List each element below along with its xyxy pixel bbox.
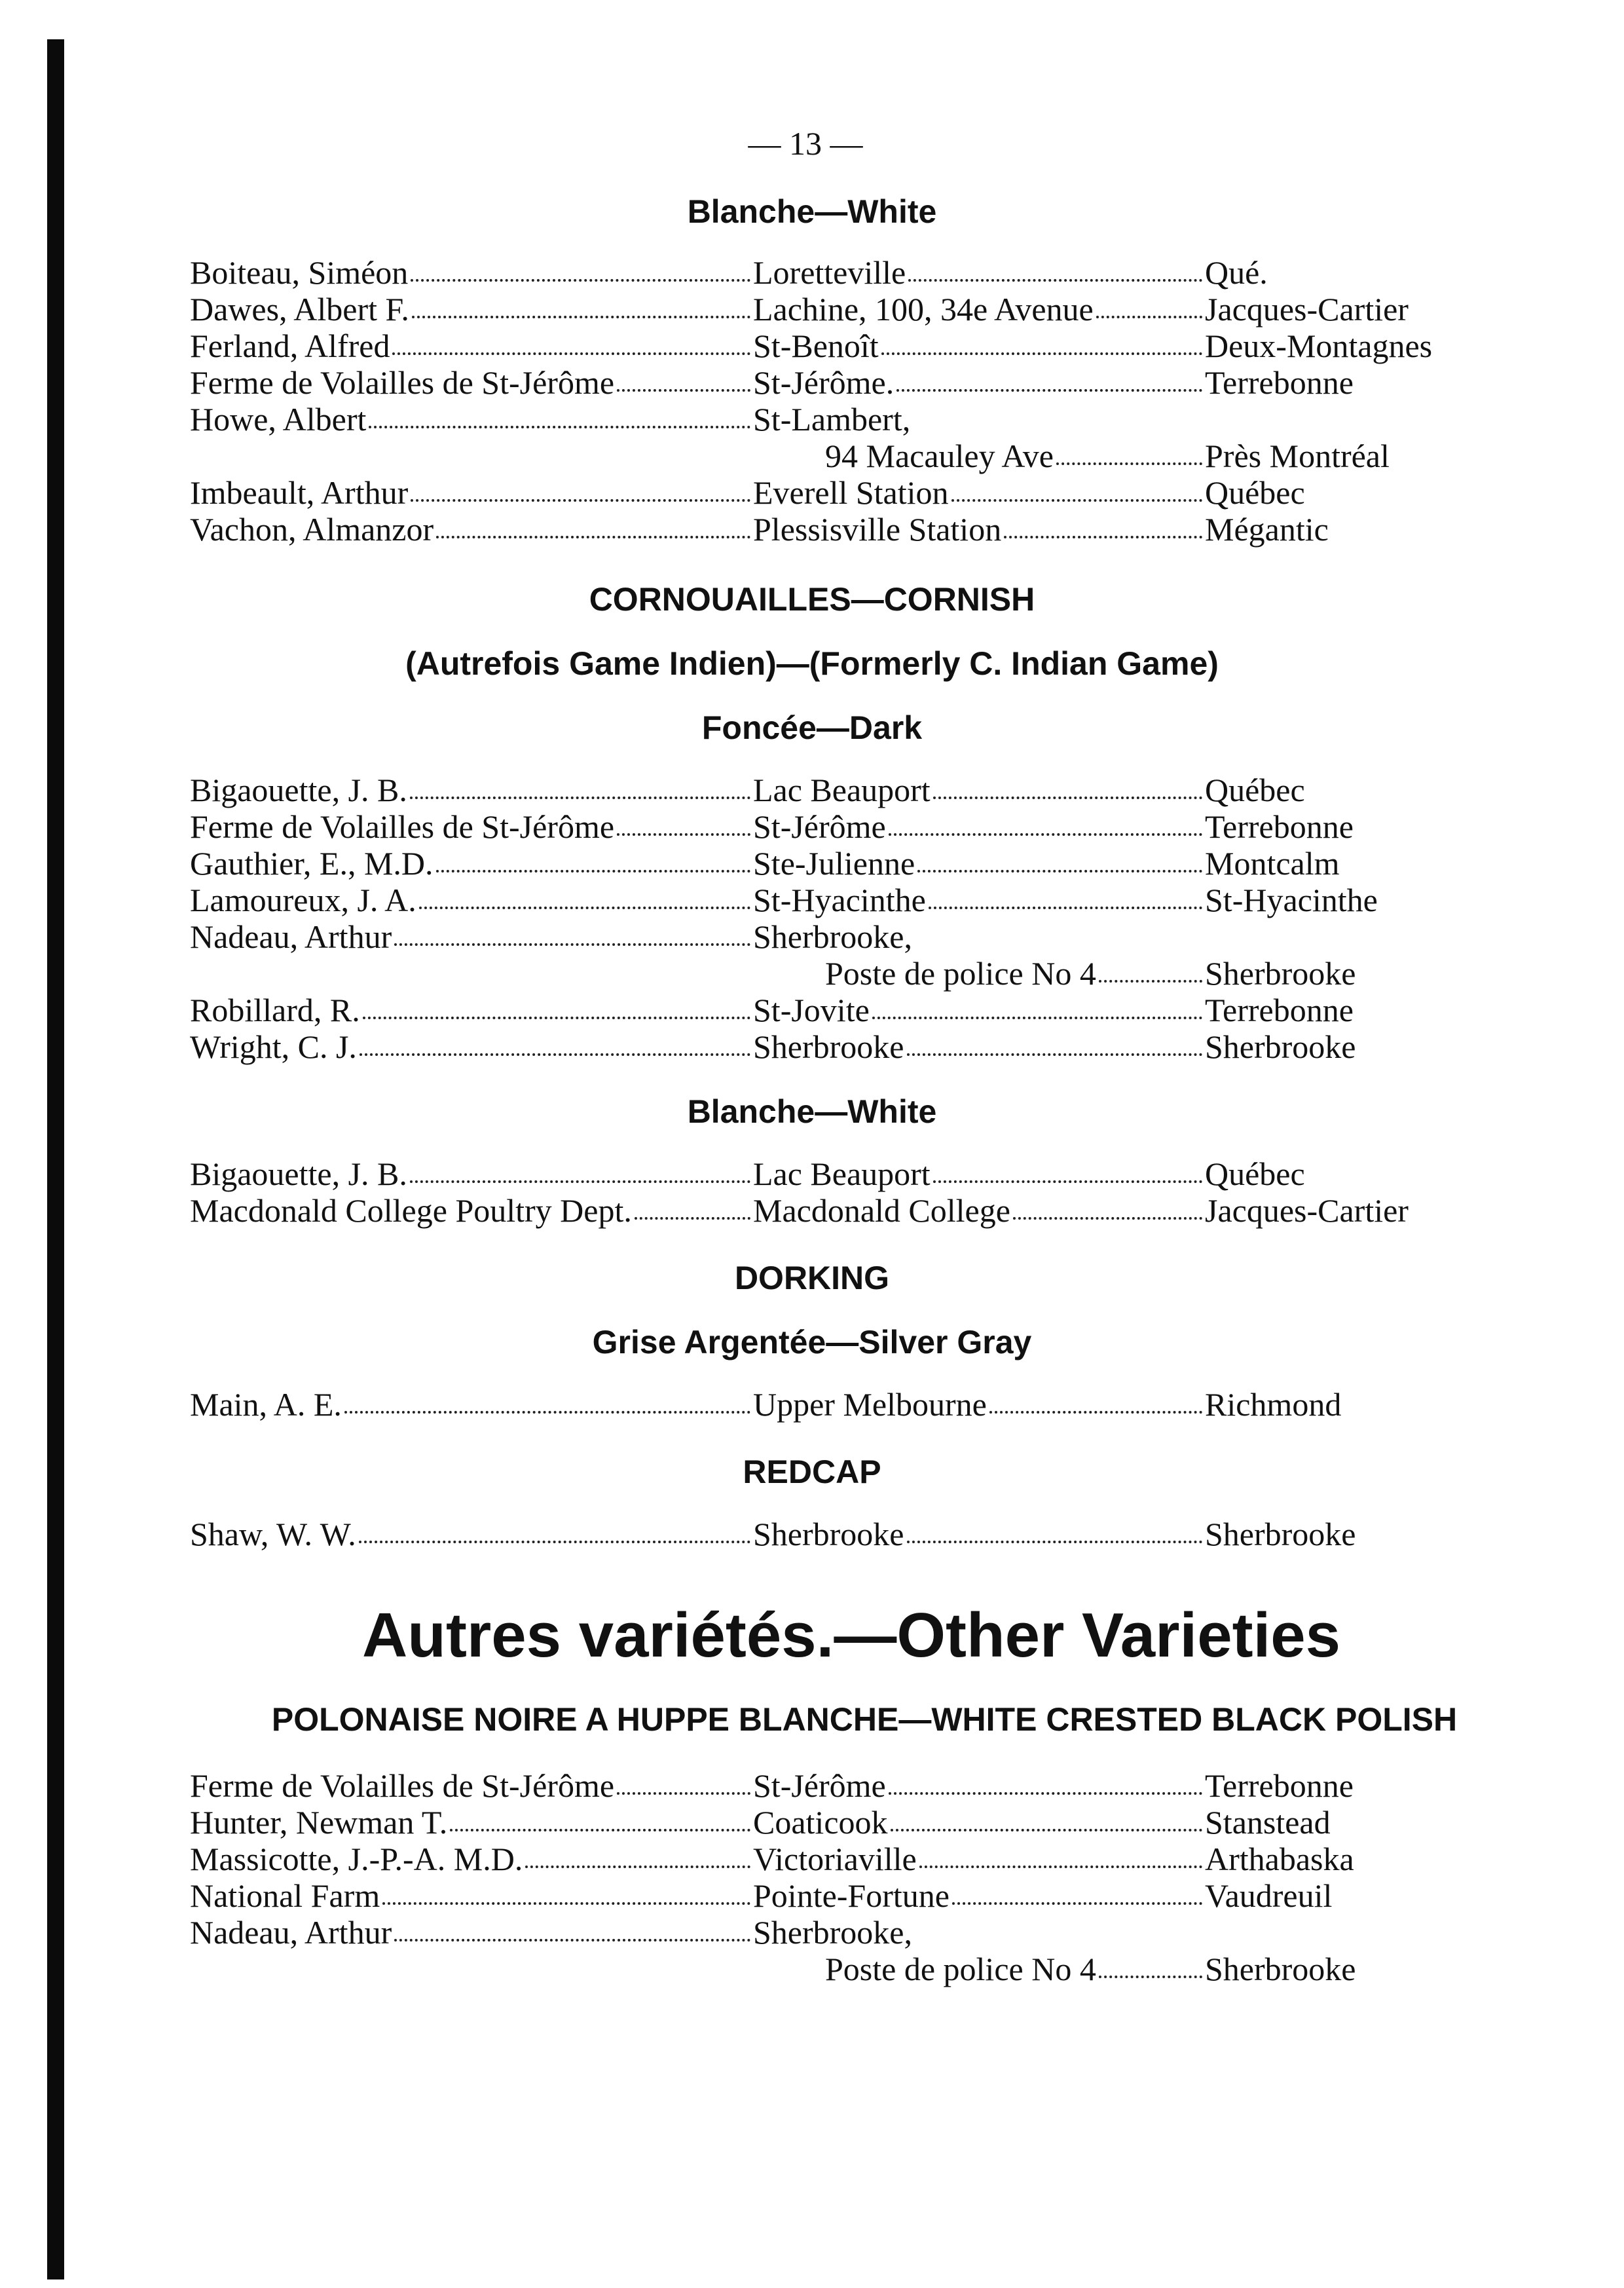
dot-leader	[1056, 438, 1202, 465]
list-item	[190, 254, 1513, 291]
breeder-place: Poste de police No 4	[825, 955, 1096, 992]
breeder-name: Gauthier, E., M.D.	[190, 845, 434, 882]
list-item	[190, 1028, 1513, 1065]
section-heading-redcap: REDCAP	[743, 1453, 881, 1490]
breeder-county	[1205, 401, 1513, 438]
list-item	[190, 1767, 1513, 1804]
list-item	[190, 772, 1513, 808]
breeder-place: Victoriaville	[753, 1841, 917, 1877]
breeder-place: St-Hyacinthe	[753, 882, 926, 918]
breeder-place: St-Benoît	[753, 328, 879, 364]
dot-leader	[933, 1155, 1202, 1183]
section-subheading-cornish: (Autrefois Game Indien)—(Formerly C. Indian Game)	[405, 645, 1219, 682]
dot-leader	[1004, 511, 1202, 538]
dot-leader	[419, 882, 750, 909]
breeder-place: Sherbrooke,	[753, 918, 912, 955]
section-heading-dorking: DORKING	[734, 1260, 890, 1296]
breeder-name: Hunter, Newman T.	[190, 1804, 448, 1841]
breeder-name: Imbeault, Arthur	[190, 474, 409, 511]
breeder-name: Nadeau, Arthur	[190, 918, 392, 955]
breeder-name: Main, A. E.	[190, 1386, 342, 1423]
list-item	[190, 1804, 1513, 1841]
breeder-place: Macdonald College	[753, 1192, 1010, 1229]
breeder-county: Sherbrooke	[1205, 1516, 1356, 1552]
list-item	[190, 1192, 1513, 1229]
section-heading-cornish: CORNOUAILLES—CORNISH	[589, 581, 1035, 618]
breeder-name: Nadeau, Arthur	[190, 1914, 392, 1951]
dot-leader	[872, 992, 1202, 1019]
breeder-place: Plessisville Station	[753, 511, 1002, 548]
breeder-county: Terrebonne	[1205, 808, 1354, 845]
breeder-county: Vaudreuil	[1205, 1877, 1333, 1914]
list-item	[190, 808, 1513, 845]
dot-leader	[1013, 1192, 1202, 1220]
breeder-name: Ferland, Alfred	[190, 328, 390, 364]
dot-leader	[933, 772, 1202, 799]
dot-leader	[989, 1386, 1202, 1414]
breeder-name: Wright, C. J.	[190, 1028, 357, 1065]
breeder-county: Stanstead	[1205, 1804, 1331, 1841]
list-item	[190, 1155, 1513, 1192]
breeder-place: Sherbrooke	[753, 1516, 904, 1552]
breeder-place: St-Lambert,	[753, 401, 911, 438]
dot-leader	[359, 1516, 750, 1543]
breeder-name: Bigaouette, J. B.	[190, 772, 407, 808]
binding-edge	[47, 39, 64, 2279]
breeder-county: Terrebonne	[1205, 364, 1354, 401]
breeder-county	[1205, 1914, 1513, 1951]
breeder-county: Arthabaska	[1205, 1841, 1354, 1877]
breeder-list-polish	[190, 1767, 1513, 1987]
dot-leader	[951, 474, 1202, 502]
dot-leader	[1099, 955, 1202, 983]
page	[190, 124, 1513, 1987]
breeder-county: Terrebonne	[1205, 1767, 1354, 1804]
breeder-county: Montcalm	[1205, 845, 1340, 882]
breeder-county: Richmond	[1205, 1386, 1342, 1423]
breeder-county: Sherbrooke	[1205, 1028, 1356, 1065]
breeder-place: Sherbrooke,	[753, 1914, 912, 1951]
dot-leader	[344, 1386, 750, 1414]
dot-leader	[382, 1877, 750, 1905]
section-subheading-dorking: Grise Argentée—Silver Gray	[592, 1324, 1032, 1360]
dot-leader	[412, 291, 750, 318]
list-item	[190, 918, 1513, 955]
list-item	[190, 401, 1513, 438]
dot-leader	[896, 364, 1202, 392]
dot-leader	[908, 254, 1202, 282]
list-item	[190, 882, 1513, 918]
dot-leader	[436, 511, 750, 538]
breeder-name: Massicotte, J.-P.-A. M.D.	[190, 1841, 523, 1877]
breeder-county: Terrebonne	[1205, 992, 1354, 1028]
breeder-county: Jacques-Cartier	[1205, 1192, 1409, 1229]
breeder-name: Ferme de Volailles de St-Jérôme	[190, 1767, 615, 1804]
breeder-name: Boiteau, Siméon	[190, 254, 409, 291]
dot-leader	[410, 1155, 750, 1183]
page-number: — 13 —	[748, 125, 863, 162]
breeder-county: Sherbrooke	[1205, 1951, 1356, 1987]
breeder-name: National Farm	[190, 1877, 380, 1914]
section-heading-polish: POLONAISE NOIRE A HUPPE BLANCHE—WHITE CRESTED BLACK POLISH	[271, 1701, 1458, 1738]
breeder-place: St-Jérôme	[753, 808, 886, 845]
breeder-county: Deux-Montagnes	[1205, 328, 1433, 364]
breeder-county: Sherbrooke	[1205, 955, 1356, 992]
list-item	[190, 955, 1513, 992]
breeder-list-white	[190, 254, 1513, 548]
list-item	[190, 1914, 1513, 1951]
dot-leader	[617, 364, 750, 392]
dot-leader	[635, 1192, 750, 1220]
breeder-place: Sherbrooke	[753, 1028, 904, 1065]
breeder-name: Bigaouette, J. B.	[190, 1155, 407, 1192]
list-item	[190, 1841, 1513, 1877]
dot-leader	[363, 992, 750, 1019]
breeder-name: Dawes, Albert F.	[190, 291, 409, 328]
dot-leader	[881, 328, 1202, 355]
breeder-county: Québec	[1205, 1155, 1305, 1192]
breeder-name: Howe, Albert	[190, 401, 367, 438]
dot-leader	[952, 1877, 1202, 1905]
breeder-place: Lac Beauport	[753, 772, 931, 808]
dot-leader	[411, 474, 750, 502]
breeder-place: St-Jérôme	[753, 1767, 886, 1804]
breeder-place: Upper Melbourne	[753, 1386, 987, 1423]
list-item	[190, 364, 1513, 401]
breeder-county: Québec	[1205, 474, 1305, 511]
dot-leader	[436, 845, 750, 872]
dot-leader	[360, 1028, 750, 1056]
dot-leader	[394, 918, 750, 946]
list-item	[190, 438, 1513, 474]
breeder-place: Loretteville	[753, 254, 906, 291]
dot-leader	[1096, 291, 1202, 318]
breeder-place: St-Jovite	[753, 992, 870, 1028]
list-item	[190, 1516, 1513, 1552]
dot-leader	[369, 401, 750, 428]
breeder-list-dorking	[190, 1386, 1513, 1423]
breeder-list-redcap	[190, 1516, 1513, 1552]
breeder-place: Coaticook	[753, 1804, 888, 1841]
breeder-county: Jacques-Cartier	[1205, 291, 1409, 328]
dot-leader	[617, 1767, 750, 1795]
dot-leader	[1099, 1951, 1202, 1978]
dot-leader	[919, 1841, 1202, 1868]
section-heading-white: Blanche—White	[687, 193, 937, 230]
other-varieties-title: Autres variétés.—Other Varieties	[361, 1600, 1341, 1670]
breeder-name: Vachon, Almanzor	[190, 511, 434, 548]
dot-leader	[411, 254, 750, 282]
list-item	[190, 328, 1513, 364]
breeder-place: Everell Station	[753, 474, 949, 511]
list-item	[190, 1951, 1513, 1987]
dot-leader	[907, 1516, 1203, 1543]
breeder-name: Robillard, R.	[190, 992, 360, 1028]
breeder-name: Ferme de Volailles de St-Jérôme	[190, 364, 615, 401]
breeder-name: Ferme de Volailles de St-Jérôme	[190, 808, 615, 845]
list-item	[190, 1386, 1513, 1423]
dot-leader	[907, 1028, 1203, 1056]
breeder-county: Qué.	[1205, 254, 1268, 291]
breeder-place: Ste-Julienne	[753, 845, 915, 882]
section-heading-cornish-white: Blanche—White	[687, 1093, 937, 1130]
list-item	[190, 845, 1513, 882]
dot-leader	[889, 1767, 1202, 1795]
breeder-list-cornish-white	[190, 1155, 1513, 1229]
list-item	[190, 1877, 1513, 1914]
breeder-county: Près Montréal	[1205, 438, 1390, 474]
breeder-place: Pointe-Fortune	[753, 1877, 950, 1914]
dot-leader	[394, 1914, 750, 1941]
breeder-name: Macdonald College Poultry Dept.	[190, 1192, 632, 1229]
breeder-place: Lachine, 100, 34e Avenue	[753, 291, 1094, 328]
dot-leader	[889, 808, 1202, 836]
dot-leader	[450, 1804, 750, 1831]
breeder-place: Poste de police No 4	[825, 1951, 1096, 1987]
dot-leader	[617, 808, 750, 836]
dot-leader	[917, 845, 1202, 872]
dot-leader	[392, 328, 750, 355]
breeder-name: Lamoureux, J. A.	[190, 882, 416, 918]
dot-leader	[929, 882, 1202, 909]
dot-leader	[525, 1841, 750, 1868]
list-item	[190, 291, 1513, 328]
breeder-place: Lac Beauport	[753, 1155, 931, 1192]
list-item	[190, 511, 1513, 548]
section-heading-cornish-dark: Foncée—Dark	[701, 709, 923, 746]
breeder-county: Québec	[1205, 772, 1305, 808]
dot-leader	[891, 1804, 1202, 1831]
list-item	[190, 992, 1513, 1028]
breeder-list-cornish-dark	[190, 772, 1513, 1065]
breeder-county: St-Hyacinthe	[1205, 882, 1378, 918]
breeder-name: Shaw, W. W.	[190, 1516, 356, 1552]
breeder-place: St-Jérôme.	[753, 364, 895, 401]
breeder-county	[1205, 918, 1513, 955]
list-item	[190, 474, 1513, 511]
breeder-place: 94 Macauley Ave	[825, 438, 1054, 474]
breeder-county: Mégantic	[1205, 511, 1329, 548]
dot-leader	[410, 772, 750, 799]
